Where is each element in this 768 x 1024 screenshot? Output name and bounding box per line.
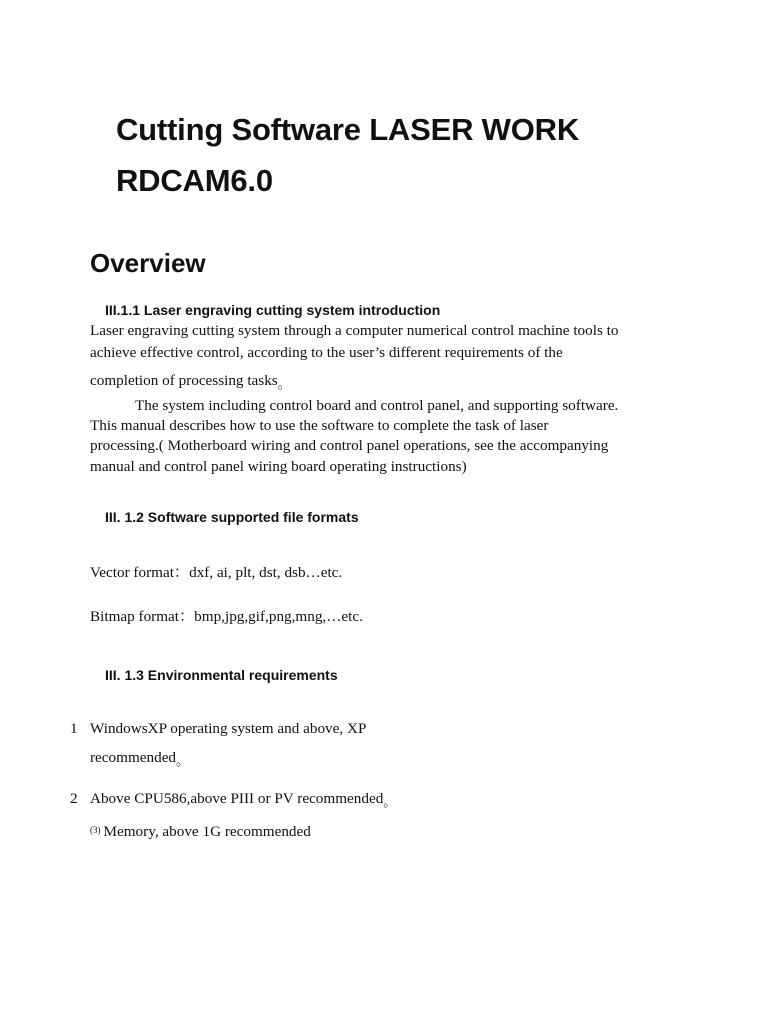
list-item-1-line-2 — [90, 750, 189, 767]
intro-line-1: Laser engraving cutting system through a computer numerical control machine tools to — [90, 322, 619, 339]
intro-line-3-trail: 。 — [277, 376, 291, 391]
intro-line-3 — [90, 373, 291, 390]
intro-line-5: This manual describes how to use the software to complete the task of laser — [90, 417, 549, 434]
section-1-1-heading: III.1.1 Laser engraving cutting system introduction — [105, 302, 441, 318]
list-item-1-line-2-text: recommended — [90, 749, 177, 766]
intro-line-2: achieve effective control, according to the user’s different requirements of the — [90, 344, 563, 361]
bitmap-format-line: Bitmap format：bmp,jpg,gif,png,mng,…etc. — [90, 608, 363, 625]
list-item-1-trail: 。 — [176, 753, 190, 768]
list-item-2-trail: 。 — [383, 794, 397, 809]
document-title-line-2: RDCAM6.0 — [116, 163, 273, 198]
list-item-1-line-1: WindowsXP operating system and above, XP — [90, 720, 367, 737]
intro-line-4: The system including control board and control panel, and supporting software. — [135, 397, 619, 414]
overview-heading: Overview — [90, 248, 206, 278]
intro-line-7: manual and control panel wiring board operating instructions) — [90, 458, 467, 475]
list-item-2-text: Above CPU586,above PIII or PV recommended — [90, 790, 384, 807]
intro-line-3-text: completion of processing tasks — [90, 372, 278, 389]
section-1-2-heading: III. 1.2 Software supported file formats — [105, 509, 359, 525]
list-item-3 — [90, 824, 311, 839]
list-item-1-number: 1 — [70, 720, 78, 737]
list-item-3-text: Memory, above 1G recommended — [103, 823, 311, 840]
vector-format-line: Vector format：dxf, ai, plt, dst, dsb…etc. — [90, 564, 343, 581]
list-item-3-marker: (3) — [90, 825, 101, 835]
list-item-2-line — [90, 791, 396, 808]
document-title-line-1: Cutting Software LASER WORK — [116, 112, 580, 147]
intro-line-6: processing.( Motherboard wiring and control panel operations, see the accompanying — [90, 437, 609, 454]
list-item-2-number: 2 — [70, 790, 78, 807]
section-1-3-heading: III. 1.3 Environmental requirements — [105, 667, 338, 683]
